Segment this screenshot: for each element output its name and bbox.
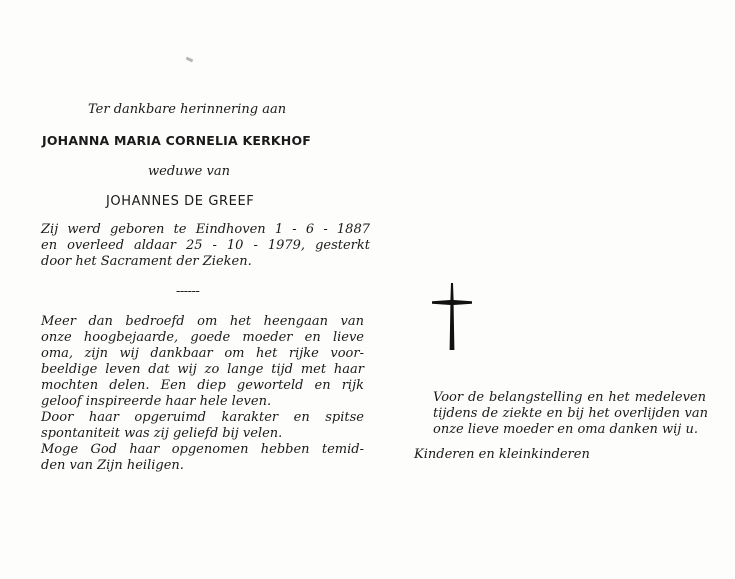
body-line-7: Door haar opgeruimd karakter en spitse — [41, 410, 364, 425]
body-line-6: geloof inspireerde haar hele leven. — [41, 394, 272, 409]
body-line-10: den van Zijn heiligen. — [41, 458, 184, 473]
latin-cross-icon — [430, 282, 474, 352]
separator-dashes: ------ — [176, 284, 200, 299]
bio-line-2: en overleed aldaar 25 - 10 - 1979, gesterkt — [41, 238, 370, 253]
intro-text: Ter dankbare herinnering aan — [88, 102, 287, 117]
body-line-5: mochten delen. Een diep geworteld en rijk — [41, 378, 364, 393]
body-line-1: Meer dan bedroefd om het heengaan van — [41, 314, 364, 329]
body-line-4: beeldige leven dat wij zo lange tijd met haar — [41, 362, 364, 377]
body-line-8: spontaniteit was zij geliefd bij velen. — [41, 426, 283, 441]
body-line-2: onze hoogbejaarde, goede moeder en lieve — [41, 330, 364, 345]
bio-line-1: Zij werd geboren te Eindhoven 1 - 6 - 1887 — [41, 222, 370, 237]
spouse-name: JOHANNES DE GREEF — [106, 194, 255, 209]
body-line-3: oma, zijn wij dankbaar om het rijke voor- — [41, 346, 364, 361]
thanks-line-3: onze lieve moeder en oma danken wij u. — [433, 422, 698, 437]
signature-text: Kinderen en kleinkinderen — [414, 447, 590, 462]
widow-of-text: weduwe van — [148, 164, 230, 179]
deceased-name: JOHANNA MARIA CORNELIA KERKHOF — [42, 133, 312, 148]
bio-line-3: door het Sacrament der Zieken. — [41, 254, 252, 269]
thanks-line-2: tijdens de ziekte en bij het overlijden van — [433, 406, 708, 421]
print-speck — [186, 57, 194, 63]
thanks-line-1: Voor de belangstelling en het medeleven — [433, 390, 706, 405]
body-line-9: Moge God haar opgenomen hebben temid- — [41, 442, 364, 457]
